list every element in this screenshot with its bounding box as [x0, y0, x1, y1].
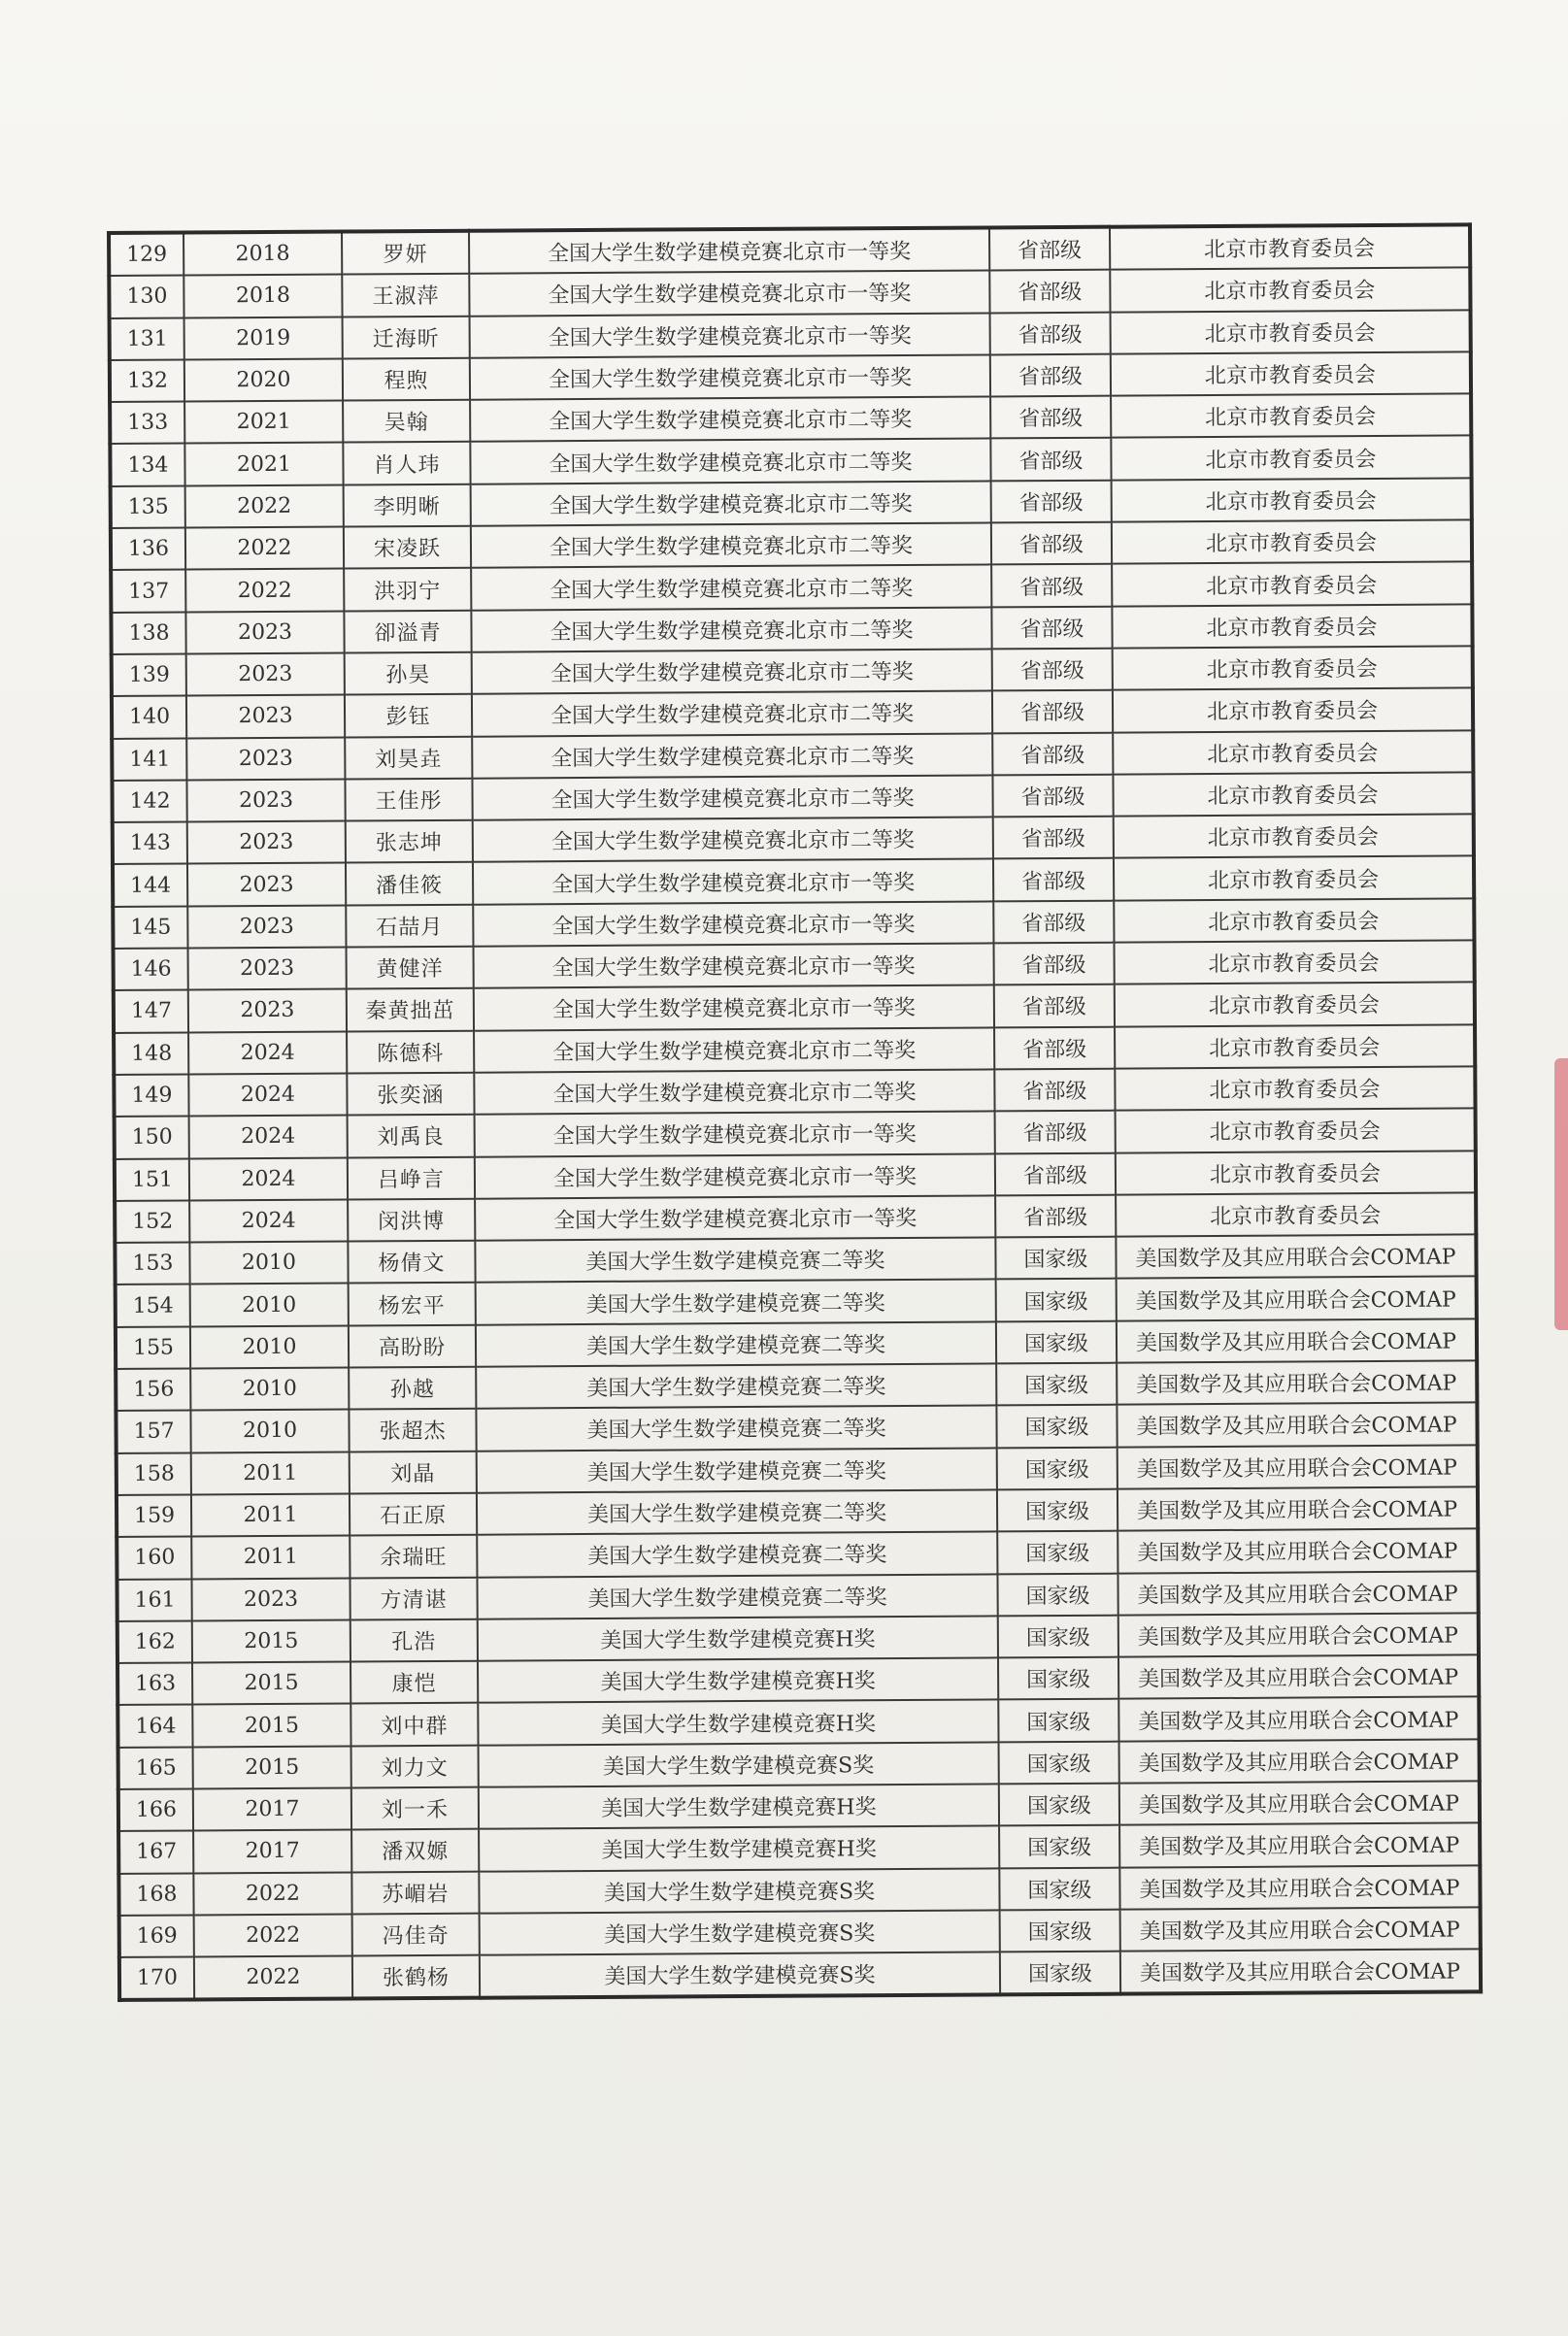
student-name-cell: 孙越 — [349, 1367, 476, 1410]
award-year-cell: 2022 — [185, 569, 344, 612]
award-year-cell: 2024 — [189, 1199, 348, 1242]
issuing-organization-cell: 北京市教育委员会 — [1113, 730, 1473, 775]
issuing-organization-cell: 美国数学及其应用联合会COMAP — [1118, 1486, 1478, 1531]
issuing-organization-cell: 北京市教育委员会 — [1114, 815, 1474, 859]
award-year-cell: 2021 — [184, 443, 343, 485]
award-level-cell: 省部级 — [992, 775, 1113, 818]
award-level-cell: 国家级 — [996, 1320, 1117, 1363]
award-name-cell: 美国大学生数学建模竞赛H奖 — [478, 1700, 998, 1746]
student-name-cell: 迁海昕 — [343, 316, 470, 358]
issuing-organization-cell: 美国数学及其应用联合会COMAP — [1117, 1318, 1477, 1363]
award-name-cell: 美国大学生数学建模竞赛H奖 — [478, 1658, 998, 1704]
award-level-cell: 省部级 — [992, 649, 1113, 691]
award-year-cell: 2018 — [183, 232, 342, 276]
award-level-cell: 省部级 — [990, 354, 1111, 397]
table-row — [119, 1950, 1481, 2001]
awards-table — [107, 222, 1483, 2002]
award-level-cell: 省部级 — [992, 690, 1113, 733]
award-year-cell: 2024 — [189, 1116, 348, 1158]
student-name-cell: 王佳彤 — [345, 779, 472, 821]
award-name-cell: 美国大学生数学建模竞赛S奖 — [479, 1742, 999, 1787]
student-name-cell: 宋凌跃 — [344, 526, 471, 569]
award-year-cell: 2023 — [186, 695, 345, 738]
award-level-cell: 省部级 — [994, 984, 1115, 1027]
award-level-cell: 国家级 — [996, 1405, 1117, 1448]
issuing-organization-cell: 美国数学及其应用联合会COMAP — [1119, 1865, 1480, 1910]
award-name-cell: 美国大学生数学建模竞赛H奖 — [478, 1616, 998, 1661]
issuing-organization-cell: 北京市教育委员会 — [1112, 519, 1472, 564]
award-name-cell: 美国大学生数学建模竞赛二等奖 — [476, 1321, 996, 1367]
award-year-cell: 2017 — [193, 1787, 351, 1830]
award-year-cell: 2022 — [194, 1914, 352, 1956]
student-name-cell: 彭钰 — [345, 694, 472, 737]
award-year-cell: 2023 — [187, 821, 346, 864]
row-number-cell: 151 — [115, 1158, 189, 1201]
row-number-cell: 134 — [110, 444, 184, 486]
student-name-cell: 刘力文 — [351, 1745, 479, 1787]
award-level-cell: 省部级 — [990, 438, 1111, 481]
student-name-cell: 张超杰 — [349, 1409, 476, 1452]
award-year-cell: 2023 — [186, 737, 345, 780]
issuing-organization-cell: 北京市教育委员会 — [1112, 604, 1472, 649]
row-number-cell: 149 — [114, 1074, 188, 1117]
issuing-organization-cell: 北京市教育委员会 — [1111, 436, 1471, 481]
award-level-cell: 省部级 — [991, 522, 1112, 565]
student-name-cell: 程煦 — [343, 358, 470, 401]
award-name-cell: 全国大学生数学建模竞赛北京市二等奖 — [471, 481, 991, 526]
award-name-cell: 全国大学生数学建模竞赛北京市一等奖 — [473, 901, 993, 947]
award-name-cell: 全国大学生数学建模竞赛北京市二等奖 — [471, 523, 991, 569]
student-name-cell: 苏嵋岩 — [351, 1871, 479, 1914]
student-name-cell: 余瑞旺 — [350, 1535, 477, 1578]
student-name-cell: 李明晰 — [344, 484, 471, 526]
row-number-cell: 136 — [111, 528, 185, 571]
issuing-organization-cell: 北京市教育委员会 — [1111, 310, 1471, 354]
award-name-cell: 美国大学生数学建模竞赛二等奖 — [476, 1280, 996, 1325]
award-name-cell: 美国大学生数学建模竞赛S奖 — [480, 1952, 1000, 1999]
issuing-organization-cell: 北京市教育委员会 — [1115, 983, 1475, 1027]
award-name-cell: 美国大学生数学建模竞赛H奖 — [479, 1826, 999, 1872]
student-name-cell: 石喆月 — [346, 904, 473, 947]
student-name-cell: 张志坤 — [346, 820, 473, 863]
award-level-cell: 省部级 — [991, 480, 1112, 522]
row-number-cell: 132 — [110, 359, 184, 402]
issuing-organization-cell: 美国数学及其应用联合会COMAP — [1116, 1235, 1476, 1280]
student-name-cell: 方清谌 — [350, 1577, 477, 1619]
row-number-cell: 168 — [118, 1873, 193, 1916]
award-year-cell: 2010 — [190, 1284, 349, 1326]
award-year-cell: 2024 — [189, 1157, 348, 1200]
award-name-cell: 全国大学生数学建模竞赛北京市二等奖 — [471, 607, 991, 652]
row-number-cell: 147 — [114, 990, 188, 1033]
award-year-cell: 2019 — [184, 317, 343, 359]
award-level-cell: 国家级 — [998, 1699, 1118, 1742]
student-name-cell: 洪羽宁 — [344, 568, 471, 611]
award-name-cell: 全国大学生数学建模竞赛北京市二等奖 — [472, 691, 992, 737]
award-name-cell: 美国大学生数学建模竞赛二等奖 — [476, 1363, 996, 1409]
award-name-cell: 美国大学生数学建模竞赛二等奖 — [476, 1406, 996, 1452]
row-number-cell: 145 — [113, 906, 187, 949]
award-level-cell: 省部级 — [990, 312, 1111, 354]
row-number-cell: 165 — [118, 1747, 193, 1789]
award-level-cell: 省部级 — [994, 1069, 1115, 1112]
award-name-cell: 美国大学生数学建模竞赛S奖 — [480, 1910, 1000, 1955]
award-level-cell: 国家级 — [998, 1657, 1118, 1700]
student-name-cell: 张奕涵 — [347, 1073, 474, 1116]
row-number-cell: 143 — [113, 822, 187, 865]
award-level-cell: 省部级 — [995, 1194, 1116, 1237]
issuing-organization-cell: 北京市教育委员会 — [1115, 1024, 1475, 1069]
award-level-cell: 国家级 — [1000, 1910, 1120, 1952]
award-name-cell: 全国大学生数学建模竞赛北京市一等奖 — [470, 313, 990, 358]
award-level-cell: 国家级 — [997, 1447, 1118, 1489]
student-name-cell: 刘晶 — [350, 1451, 477, 1493]
award-name-cell: 全国大学生数学建模竞赛北京市一等奖 — [470, 354, 990, 400]
row-number-cell: 164 — [117, 1705, 192, 1748]
issuing-organization-cell: 北京市教育委员会 — [1112, 478, 1472, 522]
award-level-cell: 省部级 — [994, 1026, 1115, 1069]
award-name-cell: 全国大学生数学建模竞赛北京市二等奖 — [473, 818, 993, 863]
award-level-cell: 省部级 — [992, 732, 1113, 775]
award-name-cell: 全国大学生数学建模竞赛北京市一等奖 — [474, 985, 994, 1031]
award-level-cell: 国家级 — [996, 1279, 1117, 1321]
row-number-cell: 140 — [112, 696, 186, 739]
student-name-cell: 张鹤杨 — [352, 1955, 480, 1999]
row-number-cell: 160 — [117, 1537, 191, 1580]
row-number-cell: 169 — [119, 1915, 194, 1957]
award-level-cell: 省部级 — [991, 606, 1112, 649]
award-name-cell: 美国大学生数学建模竞赛H奖 — [479, 1784, 999, 1829]
award-year-cell: 2023 — [186, 779, 345, 821]
award-year-cell: 2022 — [194, 1956, 352, 2000]
award-name-cell: 全国大学生数学建模竞赛北京市一等奖 — [475, 1112, 995, 1157]
issuing-organization-cell: 美国数学及其应用联合会COMAP — [1119, 1781, 1480, 1825]
award-year-cell: 2018 — [183, 275, 342, 317]
award-level-cell: 国家级 — [995, 1237, 1116, 1280]
award-year-cell: 2024 — [188, 1031, 347, 1074]
row-number-cell: 146 — [114, 949, 188, 991]
award-name-cell: 全国大学生数学建模竞赛北京市一等奖 — [475, 1153, 995, 1199]
issuing-organization-cell: 北京市教育委员会 — [1114, 940, 1474, 984]
issuing-organization-cell: 美国数学及其应用联合会COMAP — [1118, 1697, 1479, 1742]
row-number-cell: 163 — [117, 1663, 192, 1706]
student-name-cell: 孙昊 — [345, 652, 472, 695]
award-year-cell: 2021 — [184, 401, 343, 444]
awards-table-body — [109, 224, 1481, 2000]
award-year-cell: 2022 — [193, 1872, 351, 1915]
award-level-cell: 省部级 — [995, 1111, 1116, 1153]
award-level-cell: 国家级 — [996, 1363, 1117, 1406]
award-level-cell: 国家级 — [998, 1615, 1118, 1657]
award-year-cell: 2023 — [188, 948, 347, 990]
award-year-cell: 2015 — [192, 1619, 350, 1662]
issuing-organization-cell: 美国数学及其应用联合会COMAP — [1119, 1739, 1480, 1784]
student-name-cell: 潘双嫄 — [351, 1829, 479, 1872]
row-number-cell: 153 — [115, 1243, 189, 1285]
award-name-cell: 全国大学生数学建模竞赛北京市一等奖 — [469, 227, 989, 274]
award-level-cell: 国家级 — [997, 1573, 1118, 1616]
award-name-cell: 美国大学生数学建模竞赛二等奖 — [477, 1574, 997, 1619]
row-number-cell: 144 — [113, 864, 187, 907]
issuing-organization-cell: 北京市教育委员会 — [1113, 688, 1473, 733]
student-name-cell: 刘昊垚 — [345, 736, 472, 779]
award-name-cell: 美国大学生数学建模竞赛S奖 — [479, 1868, 999, 1914]
student-name-cell: 陈德科 — [347, 1030, 474, 1073]
issuing-organization-cell: 北京市教育委员会 — [1116, 1109, 1476, 1153]
student-name-cell: 冯佳奇 — [352, 1914, 480, 1956]
award-name-cell: 全国大学生数学建模竞赛北京市一等奖 — [474, 943, 994, 988]
row-number-cell: 150 — [115, 1117, 189, 1159]
award-year-cell: 2020 — [184, 358, 343, 401]
issuing-organization-cell: 北京市教育委员会 — [1113, 772, 1473, 817]
award-level-cell: 省部级 — [993, 858, 1114, 901]
award-level-cell: 国家级 — [999, 1741, 1119, 1784]
award-level-cell: 省部级 — [991, 564, 1112, 607]
row-number-cell: 162 — [117, 1620, 192, 1663]
issuing-organization-cell: 北京市教育委员会 — [1112, 562, 1472, 607]
student-name-cell: 高盼盼 — [349, 1324, 476, 1367]
student-name-cell: 石正原 — [350, 1493, 477, 1536]
award-year-cell: 2015 — [192, 1704, 350, 1747]
row-number-cell: 141 — [112, 738, 186, 781]
row-number-cell: 156 — [116, 1369, 190, 1412]
award-level-cell: 省部级 — [989, 227, 1110, 271]
issuing-organization-cell: 北京市教育委员会 — [1110, 268, 1470, 313]
student-name-cell: 刘中群 — [350, 1703, 478, 1746]
award-year-cell: 2010 — [190, 1368, 349, 1411]
row-number-cell: 157 — [116, 1411, 190, 1453]
student-name-cell: 杨宏平 — [349, 1283, 476, 1325]
award-year-cell: 2011 — [191, 1493, 350, 1536]
student-name-cell: 肖人玮 — [343, 442, 470, 484]
award-year-cell: 2023 — [187, 863, 346, 906]
issuing-organization-cell: 美国数学及其应用联合会COMAP — [1117, 1403, 1477, 1448]
row-number-cell: 135 — [111, 485, 185, 528]
row-number-cell: 131 — [110, 317, 184, 360]
row-number-cell: 130 — [109, 276, 183, 318]
student-name-cell: 刘一禾 — [351, 1787, 479, 1830]
student-name-cell: 潘佳筱 — [346, 862, 473, 905]
student-name-cell: 罗妍 — [342, 231, 469, 275]
row-number-cell: 148 — [114, 1032, 188, 1075]
issuing-organization-cell: 北京市教育委员会 — [1116, 1192, 1476, 1237]
issuing-organization-cell: 北京市教育委员会 — [1113, 646, 1473, 690]
award-name-cell: 全国大学生数学建模竞赛北京市二等奖 — [470, 397, 990, 443]
student-name-cell: 吕峥言 — [348, 1156, 475, 1199]
issuing-organization-cell: 北京市教育委员会 — [1116, 1151, 1476, 1195]
student-name-cell: 秦黄拙茁 — [347, 988, 474, 1031]
award-name-cell: 全国大学生数学建模竞赛北京市二等奖 — [470, 439, 990, 484]
row-number-cell: 158 — [117, 1452, 191, 1495]
award-year-cell: 2011 — [191, 1452, 350, 1494]
award-level-cell: 省部级 — [989, 270, 1110, 313]
award-year-cell: 2024 — [188, 1073, 347, 1116]
award-year-cell: 2010 — [190, 1410, 349, 1452]
award-level-cell: 省部级 — [990, 396, 1111, 439]
award-year-cell: 2015 — [192, 1662, 350, 1705]
award-name-cell: 全国大学生数学建模竞赛北京市二等奖 — [472, 649, 992, 694]
red-seal-edge — [1554, 1058, 1568, 1330]
issuing-organization-cell: 北京市教育委员会 — [1111, 394, 1471, 439]
row-number-cell: 161 — [117, 1579, 191, 1621]
award-year-cell: 2011 — [191, 1536, 350, 1579]
row-number-cell: 139 — [112, 653, 186, 696]
award-level-cell: 国家级 — [997, 1531, 1118, 1574]
issuing-organization-cell: 北京市教育委员会 — [1114, 898, 1474, 943]
award-year-cell: 2022 — [185, 484, 344, 527]
issuing-organization-cell: 北京市教育委员会 — [1111, 351, 1471, 396]
award-year-cell: 2017 — [193, 1830, 351, 1873]
issuing-organization-cell: 美国数学及其应用联合会COMAP — [1118, 1613, 1479, 1657]
award-level-cell: 国家级 — [999, 1825, 1119, 1868]
award-name-cell: 美国大学生数学建模竞赛二等奖 — [477, 1448, 997, 1493]
row-number-cell: 167 — [118, 1831, 193, 1874]
row-number-cell: 159 — [117, 1494, 191, 1537]
award-level-cell: 国家级 — [997, 1489, 1118, 1532]
award-year-cell: 2023 — [188, 989, 347, 1032]
award-year-cell: 2022 — [185, 527, 344, 570]
student-name-cell: 王淑萍 — [342, 274, 469, 317]
row-number-cell: 137 — [111, 570, 185, 613]
row-number-cell: 152 — [115, 1200, 189, 1243]
student-name-cell: 吴翰 — [343, 400, 470, 443]
award-year-cell: 2023 — [191, 1578, 350, 1620]
issuing-organization-cell: 北京市教育委员会 — [1110, 224, 1470, 270]
award-name-cell: 全国大学生数学建模竞赛北京市二等奖 — [472, 733, 992, 779]
issuing-organization-cell: 美国数学及其应用联合会COMAP — [1120, 1907, 1481, 1952]
award-level-cell: 省部级 — [993, 817, 1114, 859]
award-name-cell: 美国大学生数学建模竞赛二等奖 — [477, 1532, 997, 1578]
issuing-organization-cell: 北京市教育委员会 — [1114, 856, 1474, 901]
row-number-cell: 142 — [112, 780, 186, 822]
award-name-cell: 美国大学生数学建模竞赛二等奖 — [477, 1489, 997, 1535]
awards-table-container — [107, 223, 1461, 2003]
row-number-cell: 170 — [119, 1957, 194, 2001]
issuing-organization-cell: 北京市教育委员会 — [1115, 1066, 1475, 1111]
award-year-cell: 2010 — [189, 1242, 348, 1285]
row-number-cell: 133 — [110, 402, 184, 445]
student-name-cell: 刘禹良 — [348, 1115, 475, 1157]
issuing-organization-cell: 美国数学及其应用联合会COMAP — [1118, 1529, 1478, 1574]
award-level-cell: 省部级 — [995, 1152, 1116, 1195]
award-name-cell: 全国大学生数学建模竞赛北京市一等奖 — [473, 859, 993, 905]
issuing-organization-cell: 美国数学及其应用联合会COMAP — [1118, 1445, 1478, 1489]
row-number-cell: 155 — [116, 1326, 190, 1369]
student-name-cell: 孔浩 — [350, 1619, 478, 1661]
student-name-cell: 闵洪博 — [348, 1199, 475, 1242]
row-number-cell: 154 — [116, 1285, 190, 1327]
award-level-cell: 省部级 — [993, 943, 1114, 985]
award-level-cell: 国家级 — [999, 1867, 1119, 1910]
award-name-cell: 全国大学生数学建模竞赛北京市一等奖 — [475, 1195, 995, 1241]
issuing-organization-cell: 美国数学及其应用联合会COMAP — [1117, 1360, 1477, 1405]
student-name-cell: 黄健洋 — [347, 947, 474, 989]
row-number-cell: 166 — [118, 1788, 193, 1831]
award-name-cell: 美国大学生数学建模竞赛二等奖 — [475, 1238, 995, 1284]
award-year-cell: 2015 — [193, 1746, 351, 1788]
award-name-cell: 全国大学生数学建模竞赛北京市二等奖 — [474, 1069, 994, 1115]
award-level-cell: 国家级 — [999, 1784, 1119, 1826]
award-year-cell: 2010 — [190, 1325, 349, 1368]
issuing-organization-cell: 美国数学及其应用联合会COMAP — [1117, 1277, 1477, 1321]
student-name-cell: 杨倩文 — [348, 1241, 475, 1284]
award-name-cell: 全国大学生数学建模竞赛北京市一等奖 — [469, 271, 989, 317]
award-level-cell: 省部级 — [993, 900, 1114, 943]
issuing-organization-cell: 美国数学及其应用联合会COMAP — [1120, 1950, 1481, 1995]
award-name-cell: 全国大学生数学建模竞赛北京市二等奖 — [472, 775, 992, 820]
award-year-cell: 2023 — [186, 652, 345, 695]
award-name-cell: 全国大学生数学建模竞赛北京市二等奖 — [471, 565, 991, 611]
award-level-cell: 国家级 — [1000, 1952, 1120, 1995]
issuing-organization-cell: 美国数学及其应用联合会COMAP — [1119, 1823, 1480, 1868]
row-number-cell: 138 — [111, 612, 185, 654]
student-name-cell: 康恺 — [350, 1661, 478, 1704]
issuing-organization-cell: 美国数学及其应用联合会COMAP — [1118, 1571, 1478, 1616]
row-number-cell: 129 — [109, 233, 183, 277]
award-year-cell: 2023 — [187, 905, 346, 948]
award-name-cell: 全国大学生数学建模竞赛北京市二等奖 — [474, 1027, 994, 1073]
student-name-cell: 卻溢青 — [344, 610, 471, 652]
award-year-cell: 2023 — [185, 611, 344, 653]
issuing-organization-cell: 美国数学及其应用联合会COMAP — [1118, 1654, 1479, 1699]
